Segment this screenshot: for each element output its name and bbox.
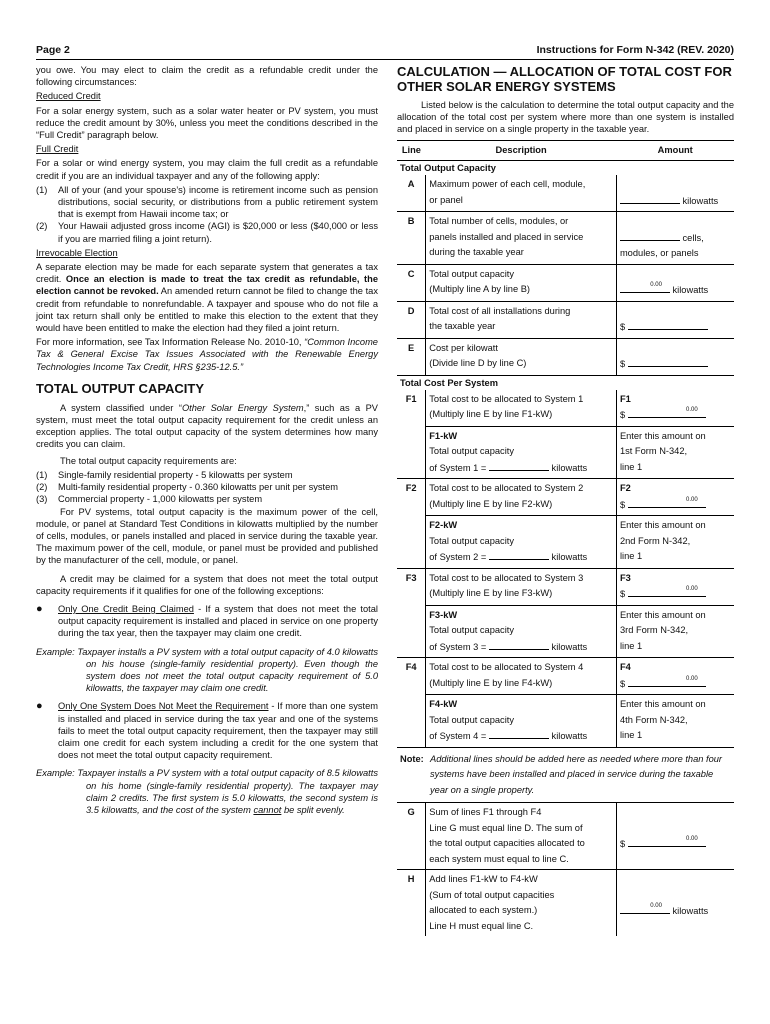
desc-3: during the taxable year [429, 247, 524, 258]
currency-symbol: $ [619, 499, 626, 510]
line-g [397, 803, 734, 870]
line-f2-kw [397, 516, 734, 569]
item-text: Your Hawaii adjusted gross income (AGI) is $20,000 or less ($40,000 or less if you are married filing a joint return). [58, 221, 378, 244]
line-label: B [397, 212, 426, 265]
desc-2: Line G must equal line D. The sum of [429, 822, 583, 833]
note [400, 752, 731, 799]
desc-1: Add lines F1-kW to F4-kW [429, 874, 538, 885]
calculation-intro: Listed below is the calculation to determine the total output capacity and the allocation of the total cost per system where more than one system is installed and placed in service on a single property in the taxable year. [397, 100, 734, 135]
line-f4 [397, 658, 734, 695]
line-b [397, 212, 734, 265]
line-amount [616, 212, 734, 265]
col-description: Description [426, 140, 617, 161]
line-description [426, 264, 617, 301]
item-text: Multi-family residential property - 0.360 kilowatts per unit per system [58, 482, 339, 493]
line-amount [616, 338, 734, 375]
desc-1: Total cost to be allocated to System 1 [429, 393, 584, 404]
line-label: C [397, 264, 426, 301]
desc-2: (Multiply line E by line F1-kW) [429, 409, 553, 420]
line-f3-kw [397, 605, 734, 658]
desc-2: of System 3 = [429, 641, 487, 652]
note-row [397, 747, 734, 803]
line-f1 [397, 390, 734, 427]
desc-1: Total output capacity [429, 446, 515, 457]
currency-symbol: $ [619, 678, 626, 689]
line-amount [616, 568, 734, 605]
toc-intro [36, 402, 378, 451]
line-description [426, 426, 617, 479]
line-description [426, 605, 617, 658]
reduced-credit-heading: Reduced Credit [36, 91, 101, 102]
enter-note-2: 1st Form N-342, [619, 446, 688, 457]
exception-heading: Only One Credit Being Claimed [58, 603, 194, 614]
line-g-input[interactable] [628, 836, 706, 847]
line-label: F4 [397, 658, 426, 748]
line-h-input[interactable] [620, 903, 670, 914]
irrev-text-a: A separate election may be made for each separate system that generates a tax credit. [36, 262, 378, 285]
line-h-value: 0.00 [650, 903, 662, 910]
desc-2: (Multiply line E by line F2-kW) [429, 498, 553, 509]
line-description [426, 479, 617, 516]
enter-note-1: Enter this amount on [619, 609, 706, 620]
line-label: G [397, 803, 426, 870]
page-number: Page 2 [36, 44, 70, 56]
amount-tag: F2 [619, 483, 631, 494]
exception-text [58, 700, 378, 761]
exception-body: - If more than one system is installed and placed in service during the tax year and one of the systems fails to meet the total output capacity requirement, then the taxpayer may still claim one credit for each system including a credit for the one system that does not meet the total output capacity requirement. [58, 701, 378, 761]
unit-label-2: modules, or panels [619, 248, 699, 259]
line-description [426, 301, 617, 338]
form-title: Instructions for Form N-342 (REV. 2020) [536, 44, 734, 56]
toc-intro-c: ,” such as a PV system, must meet the total output capacity requirement for the credit unless an exception applies. The total output capacity of the system determines how many credits you can claim. [36, 402, 379, 450]
note-cell [397, 747, 734, 803]
section-total-output [397, 161, 734, 176]
intro-text: you owe. You may elect to claim the credit as a refundable credit under the following circumstances: [36, 65, 378, 88]
bullet-icon: ● [36, 700, 43, 713]
desc-2: (Divide line D by line C) [429, 358, 527, 369]
desc-1: Total cost to be allocated to System 4 [429, 662, 584, 673]
line-f4-kw-input[interactable] [489, 728, 549, 739]
line-f1-value: 0.00 [686, 407, 698, 414]
desc-2: (Multiply line E by line F4-kW) [429, 677, 553, 688]
line-g-value: 0.00 [686, 836, 698, 843]
amount-tag: F4 [619, 662, 631, 673]
example-2 [36, 767, 378, 816]
line-d-input[interactable] [628, 319, 708, 330]
line-label: F2 [397, 479, 426, 569]
desc-1: Total cost to be allocated to System 2 [429, 483, 584, 494]
calculation-table [397, 140, 734, 937]
desc-3: allocated to each system.) [429, 905, 538, 916]
toc-intro-a: A system classified under “ [60, 402, 182, 413]
line-description [426, 390, 617, 427]
enter-note-2: 3rd Form N-342, [619, 625, 689, 636]
unit-label: kilowatts [551, 641, 588, 652]
kw-label: F3-kW [429, 609, 458, 620]
line-label: A [397, 175, 426, 212]
currency-symbol: $ [619, 359, 626, 370]
kw-label: F2-kW [429, 520, 458, 531]
item-text: Single-family residential property - 5 kilowatts per system [58, 469, 293, 480]
exception-bullet [36, 700, 378, 761]
right-column [397, 64, 734, 936]
col-amount: Amount [616, 140, 734, 161]
line-label: H [397, 870, 426, 937]
line-f1-kw-input[interactable] [489, 460, 549, 471]
enter-note-3: line 1 [619, 551, 643, 562]
enter-note-1: Enter this amount on [619, 430, 706, 441]
line-description [426, 870, 617, 937]
item-number: (1) [36, 184, 48, 195]
line-description [426, 695, 617, 748]
header-rule [36, 59, 734, 60]
item-text: All of your (and your spouse’s) income is retirement income such as pension distributions, social security, or distributions from a public retirement system that is exempt from Hawaii income tax; or [58, 184, 378, 220]
note-label: Note: [400, 753, 424, 764]
exception-bullet [36, 603, 378, 640]
item-number: (2) [36, 482, 48, 493]
line-label: F1 [397, 390, 426, 479]
total-output-capacity-title: TOTAL OUTPUT CAPACITY [36, 380, 205, 396]
line-f3-value: 0.00 [686, 586, 698, 593]
more-info-text [36, 336, 378, 373]
line-f2-value: 0.00 [686, 496, 698, 503]
irrevocable-election-heading: Irrevocable Election [36, 247, 118, 258]
line-f4-value: 0.00 [686, 675, 698, 682]
line-f3 [397, 568, 734, 605]
enter-note-3: line 1 [619, 730, 643, 741]
enter-note-3: line 1 [619, 640, 643, 651]
toc-item [36, 493, 378, 505]
section-label: Total Cost Per System [400, 377, 498, 388]
kw-label: F1-kW [429, 430, 458, 441]
line-amount [616, 390, 734, 427]
line-description [426, 175, 617, 212]
enter-note-3: line 1 [619, 461, 643, 472]
unit-label: cells, [682, 232, 704, 243]
bullet-icon: ● [36, 602, 43, 615]
line-amount [616, 516, 734, 569]
line-h [397, 870, 734, 937]
desc-2: (Multiply line A by line B) [429, 284, 531, 295]
full-credit-item [36, 184, 378, 221]
more-info-a: For more information, see Tax Information Release No. 2010-10, [36, 337, 302, 348]
line-d [397, 301, 734, 338]
unit-label: kilowatts [682, 195, 719, 206]
line-description [426, 338, 617, 375]
desc-1: Total cost to be allocated to System 3 [429, 572, 584, 583]
line-e-input[interactable] [628, 356, 708, 367]
desc-4: each system must equal to line C. [429, 853, 569, 864]
item-number: (2) [36, 221, 48, 232]
desc-1: Total output capacity [429, 625, 515, 636]
line-a [397, 175, 734, 212]
desc-2: of System 2 = [429, 552, 487, 563]
unit-label: kilowatts [672, 906, 709, 917]
line-description [426, 658, 617, 695]
desc-1: Total output capacity [429, 268, 515, 279]
example-2-c: be split evenly. [281, 804, 345, 815]
section-label: Total Output Capacity [400, 163, 496, 174]
kw-label: F4-kW [429, 699, 458, 710]
line-description [426, 568, 617, 605]
desc-1: Total cost of all installations during [429, 305, 571, 316]
line-f2-kw-input[interactable] [489, 549, 549, 560]
example-2-a: Example: Taxpayer installs a PV system with a total output capacity of 8.5 kilowatts on his home (single-family residential property). The taxpayer may claim 2 credits. The first system is 5.0 kilowatts, the second system is 3.5 kilowatts, and the cost of the system [36, 768, 378, 815]
enter-note-1: Enter this amount on [619, 699, 706, 710]
desc-2: or panel [429, 194, 463, 205]
line-b-input[interactable] [620, 230, 680, 241]
unit-label: kilowatts [672, 285, 709, 296]
line-amount [616, 605, 734, 658]
line-amount [616, 695, 734, 748]
line-f2 [397, 479, 734, 516]
enter-note-2: 4th Form N-342, [619, 714, 688, 725]
full-credit-heading: Full Credit [36, 144, 79, 155]
toc-intro-italic: Other Solar Energy System [181, 402, 304, 413]
full-credit-item [36, 220, 378, 244]
desc-2: (Multiply line E by line F3-kW) [429, 588, 553, 599]
item-number: (1) [36, 469, 48, 480]
unit-label: kilowatts [551, 462, 588, 473]
line-c-input[interactable] [620, 282, 670, 293]
desc-2: of System 4 = [429, 731, 487, 742]
desc-2: of System 1 = [429, 462, 487, 473]
line-label: D [397, 301, 426, 338]
desc-1: Sum of lines F1 through F4 [429, 807, 542, 818]
line-amount [616, 175, 734, 212]
line-amount [616, 658, 734, 695]
example-2-underline: cannot [253, 804, 282, 815]
table-header [397, 140, 734, 161]
pv-systems-text: For PV systems, total output capacity is the maximum power of the cell, module, or panel at Standard Test Conditions in kilowatts multiplied by the number of cells, modules, or panels installed and placed in service during the taxable year. The maximum power of the cell, module, or panel must be provided and published by the manufacturer of the cell, module, or panel. [36, 506, 378, 566]
desc-1: Total output capacity [429, 714, 515, 725]
desc-1: Total number of cells, modules, or [429, 216, 569, 227]
left-column [36, 64, 378, 818]
line-amount [616, 870, 734, 937]
currency-symbol: $ [619, 322, 626, 333]
desc-1: Cost per kilowatt [429, 342, 498, 353]
toc-item [36, 469, 378, 481]
note-text: Additional lines should be added here as needed where more than four systems have been installed and placed in service during the taxable year on a single property. [430, 753, 723, 795]
desc-2: panels installed and placed in service [429, 231, 584, 242]
line-f2-input[interactable] [628, 497, 706, 508]
currency-symbol: $ [619, 410, 626, 421]
desc-3: the total output capacities allocated to [429, 838, 585, 849]
irrevocable-election-text [36, 261, 378, 334]
toc-item [36, 481, 378, 493]
line-label: E [397, 338, 426, 375]
line-amount [616, 301, 734, 338]
exception-text [58, 603, 378, 640]
line-amount [616, 479, 734, 516]
line-description [426, 516, 617, 569]
page-header [36, 44, 734, 60]
irrev-text-bold: Once an election is made to treat the tax credit as refundable, the election cannot be revoked. [36, 274, 378, 297]
line-f4-input[interactable] [628, 676, 706, 687]
item-number: (3) [36, 494, 48, 505]
section-cost-per-system [397, 375, 734, 390]
line-f1-kw [397, 426, 734, 479]
line-c [397, 264, 734, 301]
col-line: Line [397, 140, 426, 161]
line-f3-kw-input[interactable] [489, 639, 549, 650]
line-amount [616, 426, 734, 479]
amount-tag: F3 [619, 572, 631, 583]
line-label: F3 [397, 568, 426, 658]
currency-symbol: $ [619, 839, 626, 850]
line-description [426, 212, 617, 265]
full-credit-text: For a solar or wind energy system, you may claim the full credit as a refundable credit if you are an individual taxpayer and any of the following apply: [36, 158, 378, 181]
example-1: Example: Taxpayer installs a PV system with a total output capacity of 4.0 kilowatts on his house (single-family residential property). Even though the system does not meet the total output capacity requirement of 5.0 kilowatts, the taxpayer may claim one credit. [36, 646, 378, 694]
exceptions-text: A credit may be claimed for a system that does not meet the total output capacity requirements if it qualifies for one of the following exceptions: [36, 573, 378, 596]
currency-symbol: $ [619, 589, 626, 600]
line-c-value: 0.00 [650, 282, 662, 289]
desc-4: Line H must equal line C. [429, 920, 534, 931]
irrev-text-c: An amended return cannot be filed to change the tax credit from refundable to nonrefundable. A taxpayer and spouse who do not file a joint tax return shall only be entitled to make this election to the extent that they would have been entitled to make the election had they filed a joint return. [36, 286, 378, 334]
desc-2: (Sum of total output capacities [429, 889, 555, 900]
enter-note-1: Enter this amount on [619, 520, 706, 531]
line-description [426, 803, 617, 870]
unit-label: kilowatts [551, 552, 588, 563]
line-f4-kw [397, 695, 734, 748]
exception-body: - If a system that does not meet the total output capacity requirement is installed and placed in service on one property during the tax year, then the taxpayer may claim one credit. [58, 603, 378, 639]
line-f1-input[interactable] [628, 407, 706, 418]
toc-requirements-intro: The total output capacity requirements are: [60, 455, 237, 466]
line-e [397, 338, 734, 375]
exception-heading: Only One System Does Not Meet the Requirement [58, 701, 269, 712]
unit-label: kilowatts [551, 731, 588, 742]
desc-2: the taxable year [429, 321, 496, 332]
line-a-input[interactable] [620, 193, 680, 204]
desc-1: Maximum power of each cell, module, [429, 179, 586, 190]
amount-tag: F1 [619, 393, 631, 404]
enter-note-2: 2nd Form N-342, [619, 535, 691, 546]
line-amount [616, 803, 734, 870]
reduced-credit-text: For a solar energy system, such as a solar water heater or PV system, you must reduce the credit amount by 30%, unless you meet the conditions described in the “Full Credit” paragraph below. [36, 105, 378, 141]
item-text: Commercial property - 1,000 kilowatts per system [58, 494, 263, 505]
calculation-title: CALCULATION — ALLOCATION OF TOTAL COST FOR OTHER SOLAR ENERGY SYSTEMS [397, 64, 732, 94]
line-amount [616, 264, 734, 301]
desc-1: Total output capacity [429, 535, 515, 546]
line-f3-input[interactable] [628, 586, 706, 597]
more-info-title: “Common Income Tax & General Excise Tax Issues Associated with the Renewable Energy Technologies Income Tax Credit, HRS §235-12.5.” [36, 337, 378, 372]
